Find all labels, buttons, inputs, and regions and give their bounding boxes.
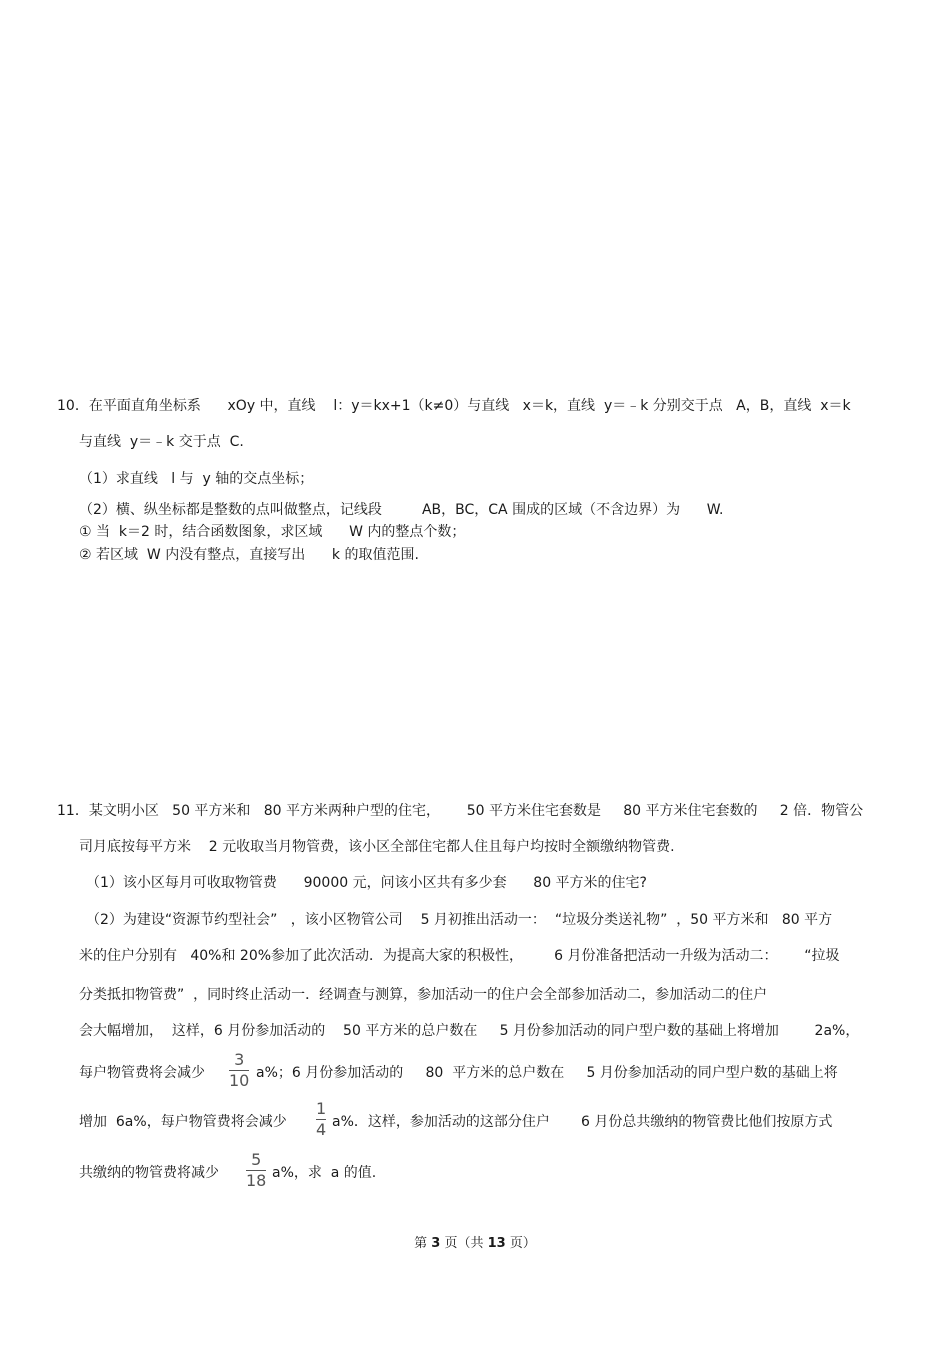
q11-part-2-line-7a: 共缴纳的物管费将减少 [79, 1165, 219, 1181]
q11-part-2-line-6a: 增加 6a%，每户物管费将会减少 [79, 1114, 287, 1130]
fraction-5-18 [246, 1151, 266, 1190]
q10-sub-1: ① 当 k＝2 时，结合函数图象，求区域 W 内的整点个数； [79, 524, 466, 540]
q11-part-2-line-3: 分类抵扣物管费” ，同时终止活动一．经调查与测算，参加活动一的住户会全部参加活动二，参加活动二的住户 [79, 987, 768, 1003]
q11-part-2-line-2: 米的住户分别有 40%和 20%参加了此次活动．为提高大家的积极性， 6 月份准备把活动一升级为活动二： “拉圾 [79, 948, 840, 964]
page-number: 3 [431, 1236, 441, 1251]
footer-prefix: 第 [414, 1236, 432, 1251]
q11-line-2: 司月底按每平方米 2 元收取当月物管费，该小区全部住宅都人住且每户均按时全额缴纳物管费. [79, 839, 675, 855]
q11-part-2-line-7b: a%，求 a 的值. [272, 1165, 377, 1181]
q10-sub-2: ② 若区域 W 内没有整点，直接写出 k 的取值范围. [79, 547, 419, 563]
fraction-1-4 [316, 1100, 326, 1139]
total-pages: 13 [487, 1236, 506, 1251]
fraction-denominator: 18 [246, 1171, 267, 1190]
q11-part-2-line-5b: a%；6 月份参加活动的 80 平方米的总户数在 5 月份参加活动的同户型户数的基础上将 [256, 1065, 838, 1081]
page-footer [0, 1232, 950, 1251]
fraction-denominator: 4 [316, 1120, 327, 1139]
q10-line-1: 10．在平面直角坐标系 xOy 中，直线 l：y＝kx+1（k≠0）与直线 x＝k，直线 y＝﹣k 分别交于点 A，B，直线 x＝k [57, 398, 851, 414]
q10-part-2: （2）横、纵坐标都是整数的点叫做整点，记线段 AB，BC，CA 围成的区域（不含边界）为 W. [79, 502, 724, 518]
q11-part-2-line-1: （2）为建设“资源节约型社会” ，该小区物管公司 5 月初推出活动一： “垃圾分类送礼物” ，50 平方米和 80 平方 [86, 912, 833, 928]
fraction-denominator: 10 [229, 1071, 250, 1090]
q11-part-1: （1）该小区每月可收取物管费 90000 元，问该小区共有多少套 80 平方米的住宅? [86, 875, 647, 891]
q10-part-1: （1）求直线 l 与 y 轴的交点坐标； [79, 471, 314, 487]
q11-line-1: 11．某文明小区 50 平方米和 80 平方米两种户型的住宅， 50 平方米住宅套数是 80 平方米住宅套数的 2 倍．物管公 [57, 803, 864, 819]
q11-part-2-line-6b: a%．这样，参加活动的这部分住户 6 月份总共缴纳的物管费比他们按原方式 [332, 1114, 833, 1130]
footer-suffix: 页） [505, 1236, 536, 1251]
fraction-3-10 [229, 1051, 249, 1090]
fraction-numerator: 3 [234, 1050, 245, 1069]
fraction-numerator: 1 [316, 1099, 327, 1118]
footer-middle: 页（共 [440, 1236, 488, 1251]
q11-part-2-line-5a: 每户物管费将会减少 [79, 1065, 205, 1081]
q10-line-2: 与直线 y＝﹣k 交于点 C. [79, 434, 244, 450]
q11-part-2-line-4: 会大幅增加， 这样，6 月份参加活动的 50 平方米的总户数在 5 月份参加活动的同户型户数的基础上将增加 2a%， [79, 1023, 860, 1039]
fraction-numerator: 5 [251, 1150, 262, 1169]
